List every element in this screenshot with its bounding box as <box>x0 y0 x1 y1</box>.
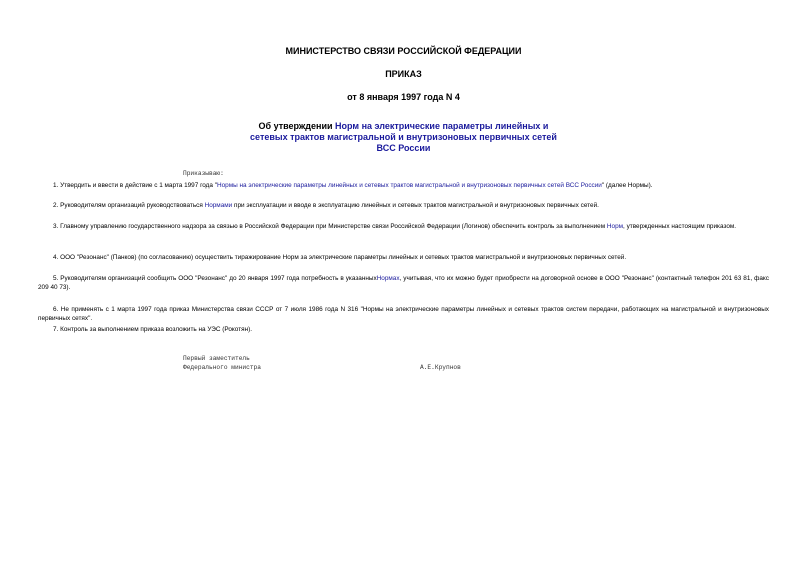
intro-text: Приказываю: <box>183 170 224 177</box>
item-5-link[interactable]: Нормах <box>376 275 400 282</box>
item-7: 7. Контроль за выполнением приказа возложить на УЭС (Рокотян). <box>53 326 253 333</box>
item-3-text-b: , утвержденных настоящим приказом. <box>623 223 737 230</box>
item-2-text-a: 2. Руководителям организаций руководствоваться <box>53 202 205 209</box>
item-2-text-b: при эксплуатации и вводе в эксплуатацию линейных и сетевых трактов магистральной и внутризоновых первичных сетей. <box>232 202 599 209</box>
item-2 <box>38 201 769 210</box>
item-2-link[interactable]: Нормами <box>204 202 233 209</box>
subject-prefix: Об утверждении <box>258 121 336 131</box>
item-1-link[interactable]: Нормы на электрические параметры линейных и сетевых трактов магистральной и внутризоновых первичных сетей ВСС России <box>217 182 602 189</box>
item-1-text-b: " (далее Нормы). <box>601 182 653 189</box>
item-5-text-b: , учитывая, что их можно будет приобрести на договорной основе в ООО "Резонанс" (контактный телефон 201 63 81, факс 209 40 73). <box>38 275 769 291</box>
signature-position-line2: Федерального министра <box>183 364 261 371</box>
signature-name: А.Е.Крупнов <box>420 364 461 371</box>
item-3-link[interactable]: Норм <box>606 223 624 230</box>
item-3 <box>38 222 769 231</box>
doc-date-number: от 8 января 1997 года N 4 <box>347 92 460 102</box>
item-5-text-a: 5. Руководителям организаций сообщить ООО "Резонанс" до 20 января 1997 года потребность в указанных <box>53 275 377 282</box>
signature-position-line1: Первый заместитель <box>183 355 250 362</box>
item-6: 6. Не применять с 1 марта 1997 года приказ Министерства связи СССР от 7 июля 1986 года N 316 "Нормы на электрические параметры линейных и сетевых трактов систем передачи, работающих на магистральной и внутризоновых первичных сетях". <box>38 306 769 322</box>
item-1-text-a: 1. Утвердить и ввести в действие с 1 марта 1997 года " <box>53 182 218 189</box>
item-1 <box>38 181 769 190</box>
document-subject <box>0 121 807 154</box>
item-3-text-a: 3. Главному управлению государственного надзора за связью в Российской Федерации при Министерстве связи Российской Федерации (Логинов) обеспечить контроль за выполнением <box>53 223 607 230</box>
doc-type: ПРИКАЗ <box>385 69 422 79</box>
item-4: 4. ООО "Резонанс" (Панков) (по согласованию) осуществить тиражирование Норм за электрические параметры линейных и сетевых трактов магистральной и внутризоновых первичных сетей. <box>53 254 627 261</box>
subject-link[interactable]: Норм на электрические параметры линейных и сетевых трактов магистральной и внутризоновых первичных сетей ВСС России <box>250 121 557 153</box>
ministry-title: МИНИСТЕРСТВО СВЯЗИ РОССИЙСКОЙ ФЕДЕРАЦИИ <box>285 46 522 56</box>
item-5 <box>38 274 769 292</box>
